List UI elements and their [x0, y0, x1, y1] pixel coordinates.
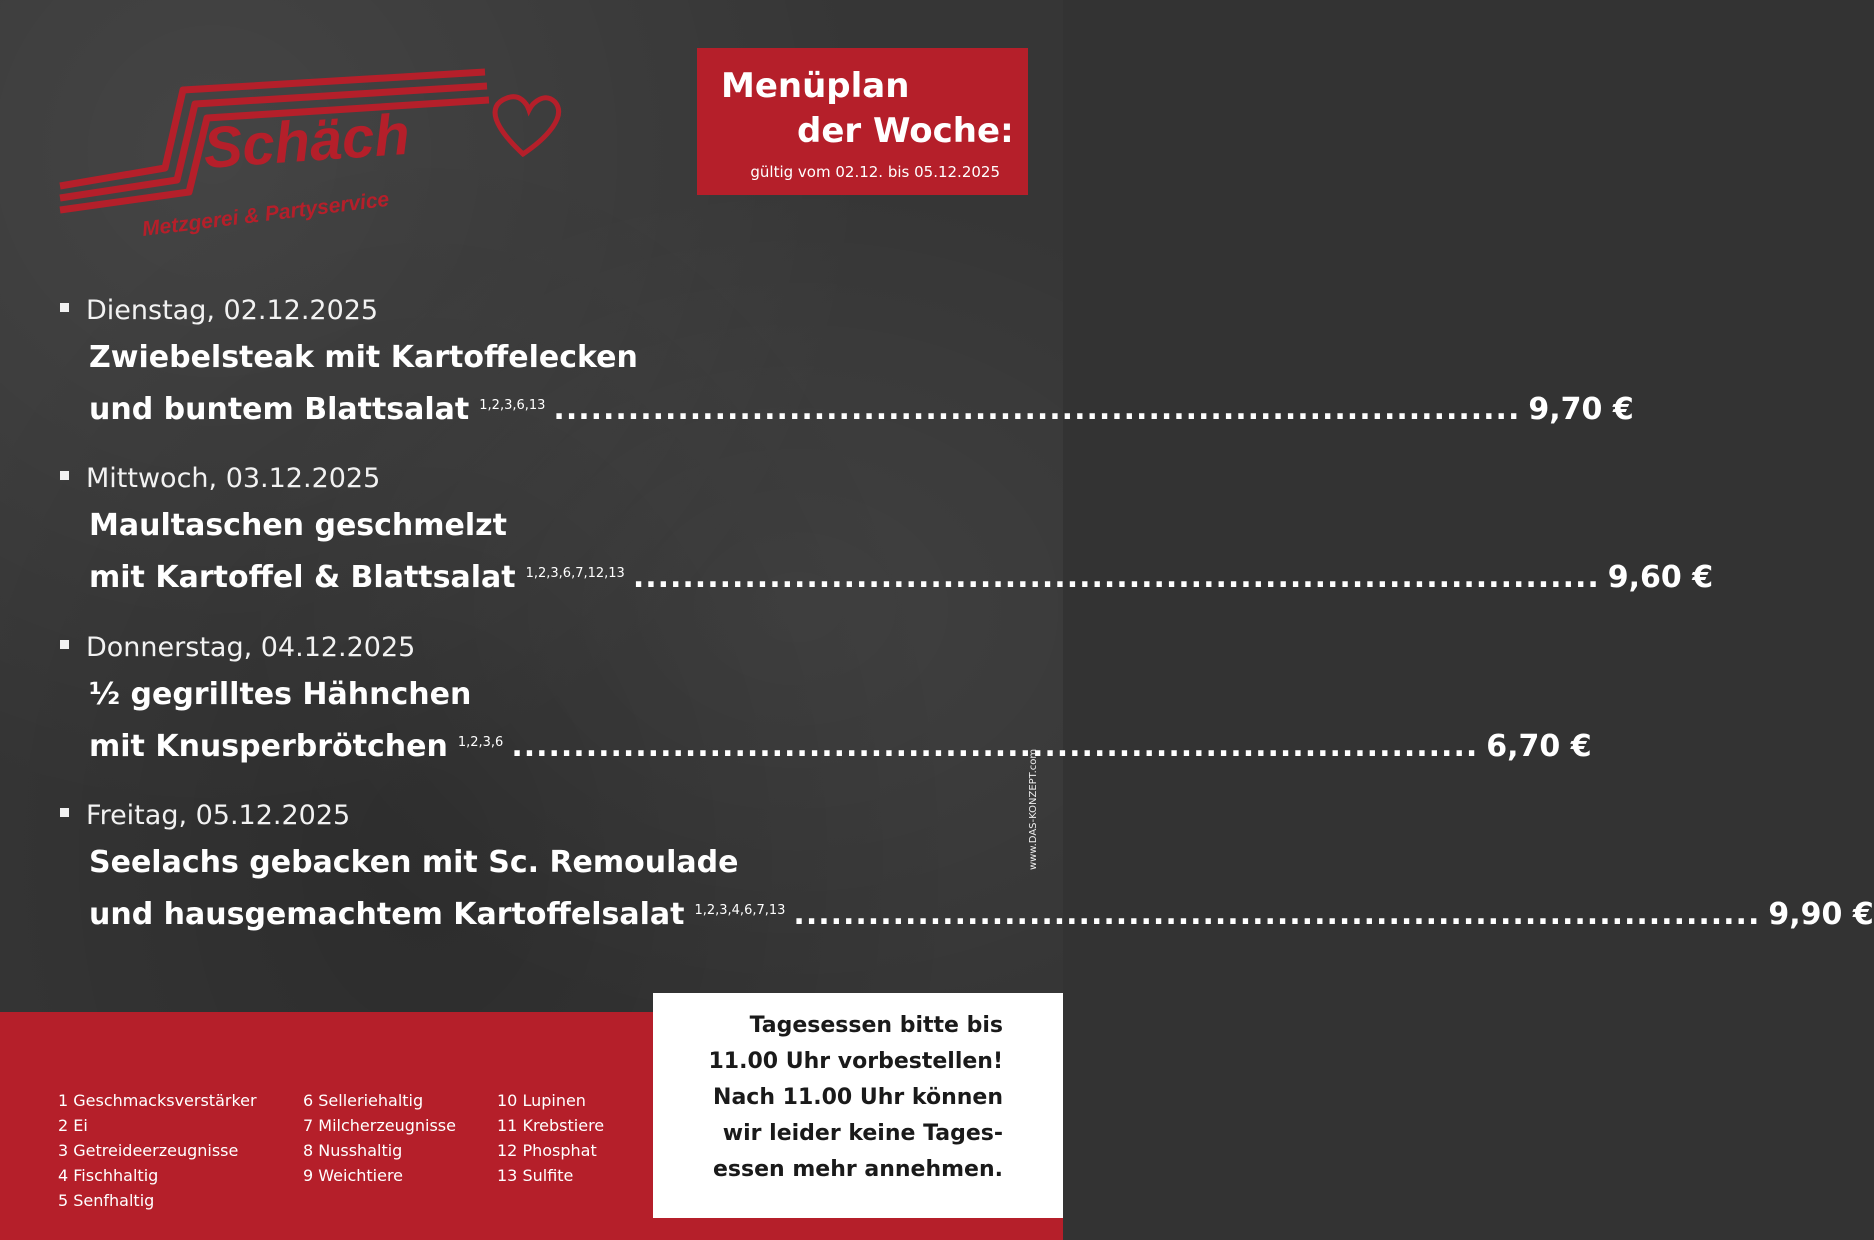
allergen-item: 12 Phosphat	[497, 1141, 597, 1160]
allergen-item: 3 Getreideerzeugnisse	[58, 1141, 239, 1160]
price: 9,60 €	[1607, 560, 1714, 595]
notice-line: Nach 11.00 Uhr können	[713, 1085, 1003, 1110]
notice-line: essen mehr annehmen.	[713, 1157, 1003, 1182]
leader-dots: ..............................................................................	[511, 729, 1479, 764]
dish-line2	[89, 897, 1874, 932]
dish-line2-text: mit Kartoffel & Blattsalat	[89, 560, 516, 595]
leader-dots: ..............................................................................	[553, 392, 1521, 427]
notice-line: wir leider keine Tages-	[722, 1121, 1003, 1146]
bullet-icon	[60, 303, 69, 312]
allergen-item: 5 Senfhaltig	[58, 1191, 155, 1210]
dish-line2-text: mit Knusperbrötchen	[89, 729, 448, 764]
bullet-icon	[60, 808, 69, 817]
menu-title-badge	[697, 48, 1028, 195]
allergen-item: 4 Fischhaltig	[58, 1166, 159, 1185]
allergen-codes: 1,2,3,6,7,12,13	[525, 566, 625, 581]
allergen-list-col1	[58, 1088, 257, 1213]
allergen-codes: 1,2,3,6	[457, 735, 504, 750]
bullet-icon	[60, 471, 69, 480]
allergen-item: 6 Selleriehaltig	[303, 1091, 424, 1110]
dish-line1: Zwiebelsteak mit Kartoffelecken	[89, 340, 638, 375]
credit-text	[1028, 700, 1048, 870]
allergen-list-col3	[497, 1088, 604, 1188]
allergen-item: 11 Krebstiere	[497, 1116, 605, 1135]
allergen-item: 1 Geschmacksverstärker	[58, 1091, 257, 1110]
preorder-notice	[653, 993, 1063, 1218]
notice-line: 11.00 Uhr vorbestellen!	[708, 1049, 1003, 1074]
dish-line2	[89, 392, 1634, 427]
allergen-codes: 1,2,3,4,6,7,13	[694, 903, 786, 918]
allergen-item: 10 Lupinen	[497, 1091, 586, 1110]
leader-dots: ..............................................................................	[632, 560, 1600, 595]
validity-text: gültig vom 02.12. bis 05.12.2025	[750, 163, 1000, 181]
menu-day	[60, 295, 378, 326]
menu-title-line2: der Woche:	[797, 111, 1014, 151]
brand-logo	[55, 68, 565, 248]
day-label: Donnerstag, 04.12.2025	[86, 632, 416, 663]
dish-line1: Seelachs gebacken mit Sc. Remoulade	[89, 845, 739, 880]
day-label: Freitag, 05.12.2025	[86, 800, 351, 831]
menu-title-line1: Menüplan	[721, 66, 910, 106]
allergen-codes: 1,2,3,6,13	[479, 398, 546, 413]
allergen-item: 2 Ei	[58, 1116, 88, 1135]
allergen-list-col2	[303, 1088, 456, 1188]
menu-day	[60, 632, 415, 663]
allergen-item: 13 Sulfite	[497, 1166, 574, 1185]
notice-line: Tagesessen bitte bis	[749, 1013, 1003, 1038]
heart-icon	[495, 97, 559, 154]
dish-line2-text: und hausgemachtem Kartoffelsalat	[89, 897, 685, 932]
price: 9,90 €	[1768, 897, 1874, 932]
bullet-icon	[60, 640, 69, 649]
dish-line1: ½ gegrilltes Hähnchen	[89, 677, 472, 712]
dish-line1: Maultaschen geschmelzt	[89, 508, 507, 543]
day-label: Mittwoch, 03.12.2025	[86, 463, 381, 494]
dish-line2-text: und buntem Blattsalat	[89, 392, 470, 427]
menu-day	[60, 463, 380, 494]
allergen-item: 8 Nusshaltig	[303, 1141, 403, 1160]
dish-line2	[89, 729, 1592, 764]
brand-name: Schäch	[201, 101, 412, 181]
brand-tagline: Metzgerei & Partyservice	[140, 187, 391, 241]
leader-dots: ..............................................................................	[793, 897, 1761, 932]
price: 6,70 €	[1486, 729, 1592, 764]
dish-line2	[89, 560, 1714, 595]
allergen-item: 9 Weichtiere	[303, 1166, 404, 1185]
day-label: Dienstag, 02.12.2025	[86, 295, 379, 326]
credit-label: www.DAS-KONZEPT.com	[1028, 748, 1039, 870]
price: 9,70 €	[1528, 392, 1634, 427]
allergen-item: 7 Milcherzeugnisse	[303, 1116, 456, 1135]
menu-day	[60, 800, 350, 831]
